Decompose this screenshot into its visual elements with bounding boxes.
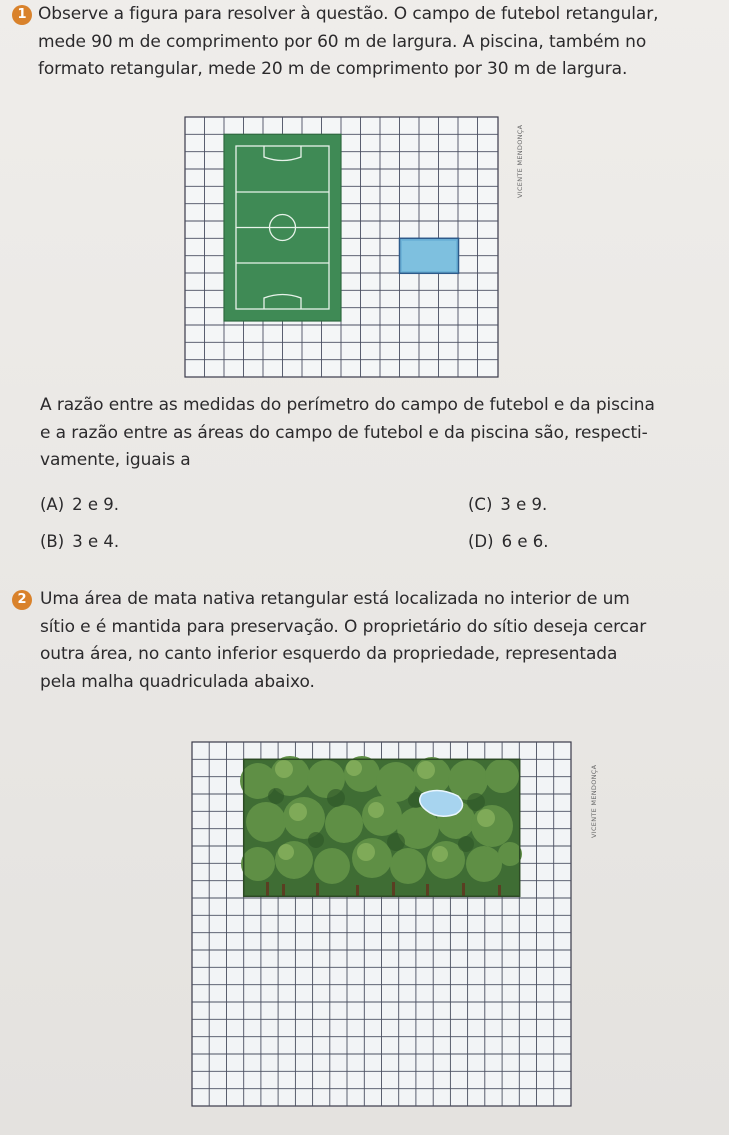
statement-line: Uma área de mata nativa retangular está localizada no interior de um — [40, 589, 630, 609]
statement-line: pela malha quadriculada abaixo. — [40, 671, 315, 692]
option-letter: (A) — [40, 495, 65, 514]
question-2-badge: 2 — [12, 590, 32, 610]
option-text: 6 e 6. — [501, 532, 549, 551]
statement-line: formato retangular, mede 20 m de comprimento por 30 m de largura. — [38, 59, 628, 79]
option-text: 3 e 9. — [500, 495, 548, 514]
question-2-statement — [40, 586, 646, 696]
option-letter: (D) — [468, 532, 494, 551]
figure-2-credit: VICENTE MENDONÇA — [590, 764, 598, 838]
question-1-statement — [38, 1, 658, 84]
prompt-line: e a razão entre as áreas do campo de futebol e da piscina são, respecti- — [40, 422, 648, 443]
statement-line: sítio e é mantida para preservação. O proprietário do sítio deseja cercar — [40, 616, 647, 637]
soccer-field-grid-figure — [180, 112, 500, 380]
statement-line: Observe a figura para resolver à questão. O campo de futebol retangular, — [38, 4, 659, 24]
option-c[interactable] — [468, 495, 547, 514]
prompt-line: A razão entre as medidas do perímetro do campo de futebol e da piscina — [40, 395, 655, 415]
option-letter: (B) — [40, 532, 65, 551]
prompt-line: vamente, iguais a — [40, 450, 191, 470]
native-forest-area — [240, 756, 522, 896]
figure-1-credit: VICENTE MENDONÇA — [516, 124, 524, 198]
forest-grid-figure — [186, 736, 578, 1112]
pool — [400, 238, 459, 273]
option-a[interactable] — [40, 495, 119, 514]
option-letter: (C) — [468, 495, 493, 514]
option-text: 2 e 9. — [72, 495, 120, 514]
option-b[interactable] — [40, 532, 119, 551]
question-1-badge: 1 — [12, 5, 32, 25]
question-1-prompt — [40, 392, 655, 475]
statement-line: outra área, no canto inferior esquerdo da propriedade, representada — [40, 644, 618, 664]
soccer-field — [224, 134, 341, 321]
option-text: 3 e 4. — [72, 532, 120, 551]
option-d[interactable] — [468, 532, 548, 551]
statement-line: mede 90 m de comprimento por 60 m de largura. A piscina, também no — [38, 31, 647, 52]
